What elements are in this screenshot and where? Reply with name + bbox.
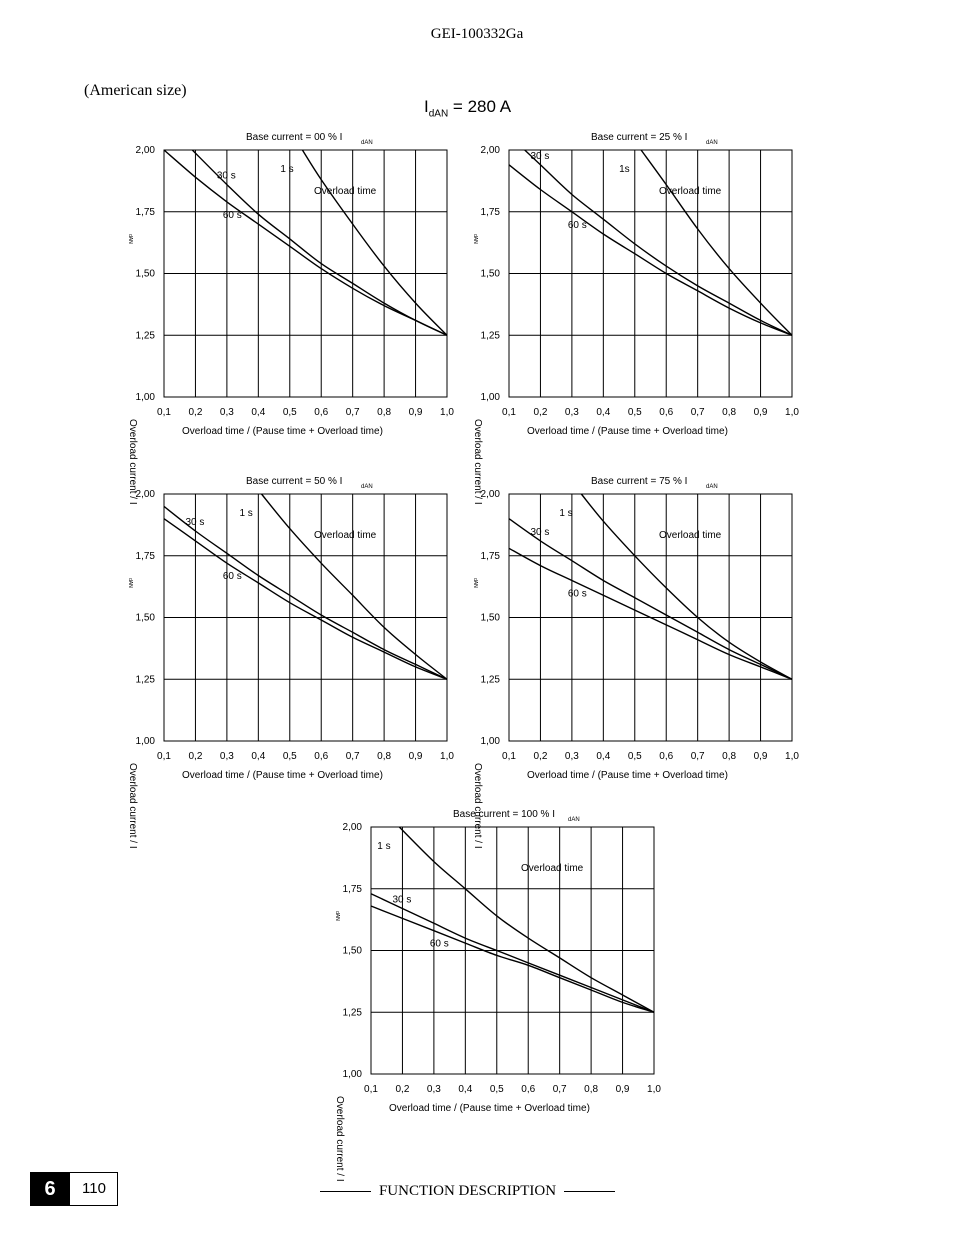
chart-title-subscript: dAN	[361, 140, 373, 146]
chart-title: Base current = 25 % I	[591, 132, 688, 143]
x-tick-label: 0,7	[345, 751, 360, 762]
x-tick-label: 0,5	[282, 407, 297, 418]
x-tick-label: 0,5	[627, 751, 642, 762]
chart-base-50	[124, 472, 454, 849]
series-line	[371, 906, 654, 1012]
x-tick-label: 0,4	[596, 751, 611, 762]
page-number: 110	[82, 1180, 106, 1197]
footer-rule-right	[564, 1191, 615, 1192]
y-tick-label: 1,00	[480, 736, 500, 747]
y-tick-label: 2,00	[342, 822, 362, 833]
footer-section-label: FUNCTION DESCRIPTION	[378, 1183, 557, 1199]
x-tick-label: 0,9	[408, 407, 423, 418]
x-tick-label: 0,2	[188, 751, 203, 762]
chart-title-subscript: dAN	[361, 484, 373, 490]
y-tick-label: 1,75	[480, 550, 500, 562]
x-tick-label: 0,7	[690, 407, 705, 418]
series-line	[399, 827, 654, 1012]
x-tick-label: 0,8	[722, 751, 737, 762]
x-tick-label: 0,1	[364, 1084, 378, 1095]
idan-symbol: I	[424, 97, 429, 116]
y-axis-label-subscript: dAN	[472, 578, 478, 588]
y-tick-label: 1,75	[135, 550, 155, 562]
overload-time-annotation: Overload time	[521, 863, 584, 874]
series-label: 1s	[619, 164, 630, 175]
x-tick-label: 0,6	[314, 751, 329, 762]
x-tick-label: 0,4	[596, 407, 611, 418]
y-axis-label-subscript: dAN	[472, 234, 478, 244]
x-tick-label: 0,3	[219, 407, 234, 418]
y-tick-label: 1,00	[480, 392, 500, 403]
y-tick-label: 1,25	[135, 674, 155, 686]
y-axis-label-subscript: dAN	[127, 234, 133, 244]
y-tick-label: 1,00	[135, 392, 155, 403]
idan-subscript: dAN	[428, 108, 449, 120]
x-tick-label: 0,2	[533, 751, 548, 762]
x-tick-label: 1,0	[785, 751, 799, 762]
chart-title: Base current = 00 % I	[246, 132, 343, 143]
x-tick-label: 0,7	[690, 751, 705, 762]
series-label: 60 s	[222, 209, 242, 221]
y-tick-label: 1,50	[480, 268, 500, 280]
x-tick-label: 0,9	[753, 751, 768, 762]
x-axis-label: Overload time / (Pause time + Overload time)	[182, 426, 383, 437]
rated-current-label	[424, 97, 511, 119]
series-label: 1 s	[239, 508, 253, 519]
x-tick-label: 0,5	[282, 751, 297, 762]
y-tick-label: 1,25	[135, 330, 155, 342]
x-tick-label: 1,0	[647, 1084, 661, 1095]
chart-title-subscript: dAN	[568, 817, 580, 823]
x-tick-label: 0,6	[659, 751, 674, 762]
x-tick-label: 0,1	[502, 407, 516, 418]
series-line	[164, 150, 447, 335]
series-label: 1 s	[559, 508, 573, 519]
x-tick-label: 1,0	[785, 407, 799, 418]
size-note: (American size)	[84, 82, 187, 99]
series-line	[302, 150, 447, 335]
series-label: 30 s	[216, 170, 236, 182]
x-tick-label: 0,2	[188, 407, 203, 418]
chart-title-subscript: dAN	[706, 484, 718, 490]
x-tick-label: 0,3	[564, 751, 579, 762]
y-axis-label: Overload current / I	[127, 419, 138, 505]
series-line	[525, 150, 792, 335]
x-tick-label: 0,1	[157, 751, 171, 762]
x-tick-label: 0,5	[627, 407, 642, 418]
y-axis-label: Overload current / I	[334, 1096, 345, 1182]
overload-time-annotation: Overload time	[314, 186, 377, 197]
series-line	[164, 519, 447, 680]
x-tick-label: 1,0	[440, 407, 454, 418]
chart-title-subscript: dAN	[706, 140, 718, 146]
series-line	[371, 894, 654, 1013]
series-label: 1 s	[280, 164, 294, 175]
y-tick-label: 1,50	[342, 945, 362, 957]
x-tick-label: 0,6	[521, 1084, 536, 1095]
series-label: 30 s	[185, 517, 205, 529]
y-tick-label: 2,00	[135, 489, 155, 500]
x-tick-label: 0,3	[564, 407, 579, 418]
y-tick-label: 1,00	[135, 736, 155, 747]
series-label: 60 s	[567, 219, 587, 231]
x-tick-label: 0,2	[395, 1084, 410, 1095]
x-tick-label: 0,6	[659, 407, 674, 418]
footer-rule-left	[320, 1191, 371, 1192]
x-tick-label: 1,0	[440, 751, 454, 762]
y-axis-label-subscript: dAN	[127, 578, 133, 588]
x-axis-label: Overload time / (Pause time + Overload time)	[527, 426, 728, 437]
idan-value: = 280 A	[452, 97, 512, 116]
series-line	[641, 150, 792, 335]
chart-title: Base current = 75 % I	[591, 476, 688, 487]
y-axis-label: Overload current / I	[472, 763, 483, 849]
y-tick-label: 1,50	[135, 612, 155, 624]
y-tick-label: 2,00	[135, 145, 155, 156]
x-tick-label: 0,8	[377, 751, 392, 762]
series-line	[164, 506, 447, 679]
series-label: 60 s	[429, 938, 449, 950]
y-tick-label: 1,25	[480, 674, 500, 686]
chart-base-100	[331, 805, 661, 1182]
chapter-number: 6	[30, 1172, 70, 1206]
overload-time-annotation: Overload time	[314, 530, 377, 541]
series-label: 30 s	[392, 894, 412, 906]
series-line	[509, 165, 792, 335]
x-tick-label: 0,8	[722, 407, 737, 418]
y-tick-label: 1,75	[480, 206, 500, 218]
y-tick-label: 2,00	[480, 145, 500, 156]
y-tick-label: 1,00	[342, 1069, 362, 1080]
x-tick-label: 0,4	[251, 407, 266, 418]
x-tick-label: 0,9	[753, 407, 768, 418]
x-tick-label: 0,5	[489, 1084, 504, 1095]
chart-title: Base current = 50 % I	[246, 476, 343, 487]
y-axis-label: Overload current / I	[472, 419, 483, 505]
x-tick-label: 0,4	[458, 1084, 473, 1095]
chart-title: Base current = 100 % I	[453, 809, 556, 820]
x-tick-label: 0,7	[552, 1084, 567, 1095]
x-axis-label: Overload time / (Pause time + Overload time)	[389, 1103, 590, 1114]
y-tick-label: 1,50	[480, 612, 500, 624]
footer-section	[320, 1183, 615, 1200]
x-tick-label: 0,9	[408, 751, 423, 762]
x-tick-label: 0,2	[533, 407, 548, 418]
series-label: 30 s	[530, 526, 550, 538]
series-label: 60 s	[222, 571, 242, 583]
y-tick-label: 1,75	[342, 883, 362, 895]
y-tick-label: 1,25	[480, 330, 500, 342]
x-axis-label: Overload time / (Pause time + Overload time)	[527, 770, 728, 781]
y-axis-label: Overload current / I	[127, 763, 138, 849]
x-tick-label: 0,6	[314, 407, 329, 418]
x-tick-label: 0,7	[345, 407, 360, 418]
document-id: GEI-100332Ga	[430, 26, 524, 42]
overload-time-annotation: Overload time	[659, 186, 722, 197]
overload-time-annotation: Overload time	[659, 530, 722, 541]
y-tick-label: 2,00	[480, 489, 500, 500]
series-label: 30 s	[530, 150, 550, 162]
y-axis-label-subscript: dAN	[334, 911, 340, 921]
x-tick-label: 0,3	[219, 751, 234, 762]
y-tick-label: 1,50	[135, 268, 155, 280]
x-tick-label: 0,3	[426, 1084, 441, 1095]
y-tick-label: 1,25	[342, 1007, 362, 1019]
x-tick-label: 0,8	[377, 407, 392, 418]
x-tick-label: 0,1	[157, 407, 171, 418]
x-tick-label: 0,1	[502, 751, 516, 762]
series-label: 1 s	[377, 841, 391, 852]
series-label: 60 s	[567, 588, 587, 600]
x-tick-label: 0,4	[251, 751, 266, 762]
x-axis-label: Overload time / (Pause time + Overload time)	[182, 770, 383, 781]
y-tick-label: 1,75	[135, 206, 155, 218]
x-tick-label: 0,9	[615, 1084, 630, 1095]
x-tick-label: 0,8	[584, 1084, 599, 1095]
